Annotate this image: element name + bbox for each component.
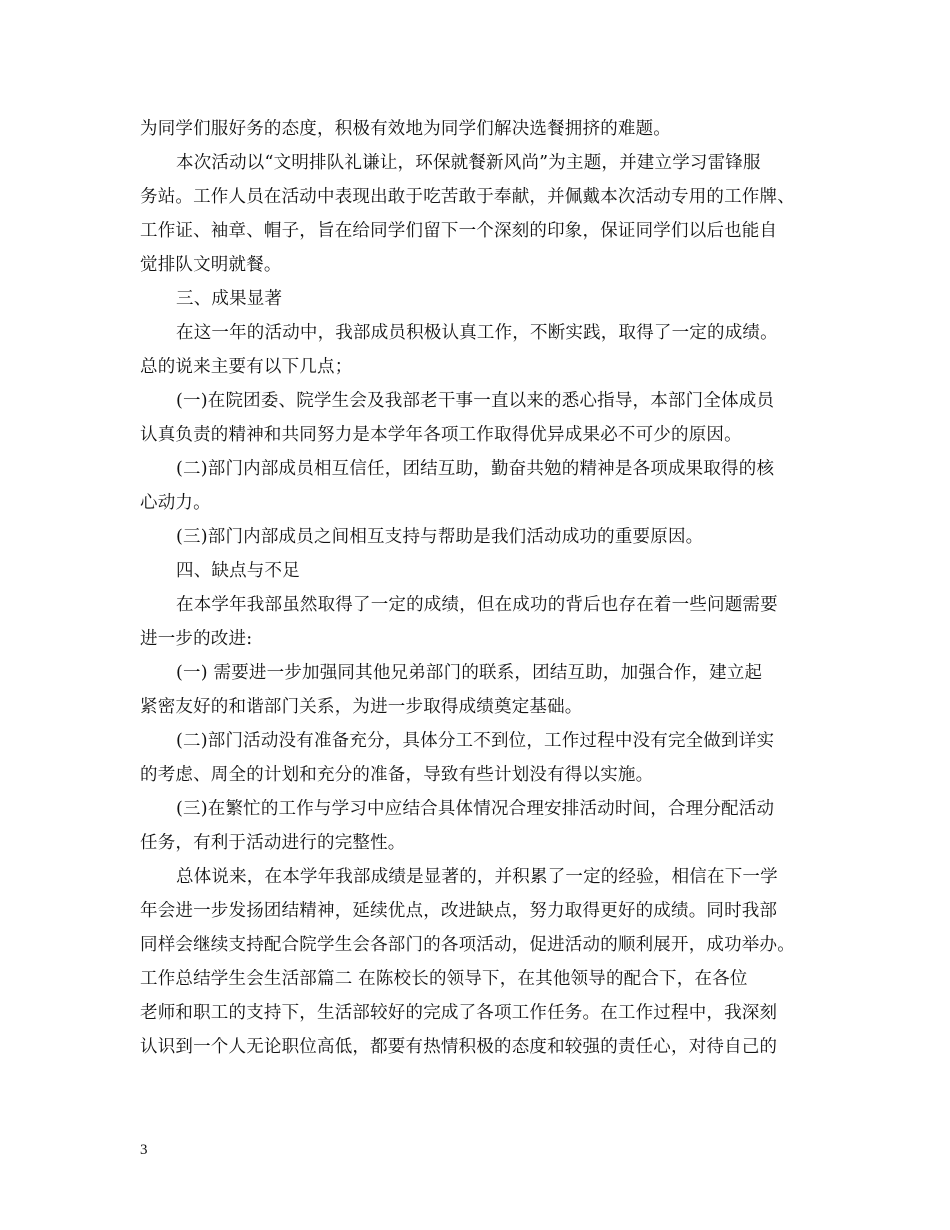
text-line: 总体说来，在本学年我部成绩是显著的，并积累了一定的经验，相信在下一学 — [176, 867, 778, 887]
text-line: (三)在繁忙的工作与学习中应结合具体情况合理安排活动时间，合理分配活动 — [176, 799, 775, 819]
text-line: 紧密友好的和谐部门关系，为进一步取得成绩奠定基础。 — [140, 697, 583, 717]
text-line: 总的说来主要有以下几点； — [140, 357, 353, 377]
text-line: 务站。工作人员在活动中表现出敢于吃苦敢于奉献，并佩戴本次活动专用的工作牌、 — [140, 187, 795, 207]
text-line: 工作证、袖章、帽子，旨在给同学们留下一个深刻的印象，保证同学们以后也能自 — [140, 221, 778, 241]
text-line: 认识到一个人无论职位高低，都要有热情积极的态度和较强的责任心，对待自己的 — [140, 1037, 778, 1057]
text-line: 的考虑、周全的计划和充分的准备，导致有些计划没有得以实施。 — [140, 765, 654, 785]
text-line: 进一步的改进: — [140, 629, 253, 649]
text-line: 工作总结学生会生活部篇二 在陈校长的领导下，在其他领导的配合下，在各位 — [140, 969, 748, 989]
text-line: 在本学年我部虽然取得了一定的成绩，但在成功的背后也存在着一些问题需要 — [176, 595, 778, 615]
text-line: (一) 需要进一步加强同其他兄弟部门的联系，团结互助，加强合作，建立起 — [176, 663, 763, 683]
text-line: 老师和职工的支持下，生活部较好的完成了各项工作任务。在工作过程中，我深刻 — [140, 1003, 778, 1023]
text-line: 心动力。 — [140, 493, 211, 513]
text-line: 任务，有利于活动进行的完整性。 — [140, 833, 406, 853]
text-line: 觉排队文明就餐。 — [140, 255, 282, 275]
text-line: (一)在院团委、院学生会及我部老干事一直以来的悉心指导，本部门全体成员 — [176, 391, 775, 411]
text-line: 同样会继续支持配合院学生会各部门的各项活动，促进活动的顺利展开，成功举办。 — [140, 935, 795, 955]
text-line: (二)部门活动没有准备充分，具体分工不到位，工作过程中没有完全做到详实 — [176, 731, 775, 751]
section-heading: 四、缺点与不足 — [176, 561, 300, 581]
text-line: 在这一年的活动中，我部成员积极认真工作，不断实践，取得了一定的成绩。 — [176, 323, 778, 343]
text-line: 为同学们服好务的态度，积极有效地为同学们解决选餐拥挤的难题。 — [140, 119, 671, 139]
section-heading: 三、成果显著 — [176, 289, 283, 309]
text-line: 年会进一步发扬团结精神，延续优点，改进缺点，努力取得更好的成绩。同时我部 — [140, 901, 778, 921]
text-line: 本次活动以“文明排队礼谦让，环保就餐新风尚”为主题，并建立学习雷锋服 — [176, 153, 761, 173]
text-line: 认真负责的精神和共同努力是本学年各项工作取得优异成果必不可少的原因。 — [140, 425, 742, 445]
text-line: (三)部门内部成员之间相互支持与帮助是我们活动成功的重要原因。 — [176, 527, 704, 547]
page-number: 3 — [140, 1142, 148, 1158]
text-line: (二)部门内部成员相互信任，团结互助，勤奋共勉的精神是各项成果取得的核 — [176, 459, 775, 479]
